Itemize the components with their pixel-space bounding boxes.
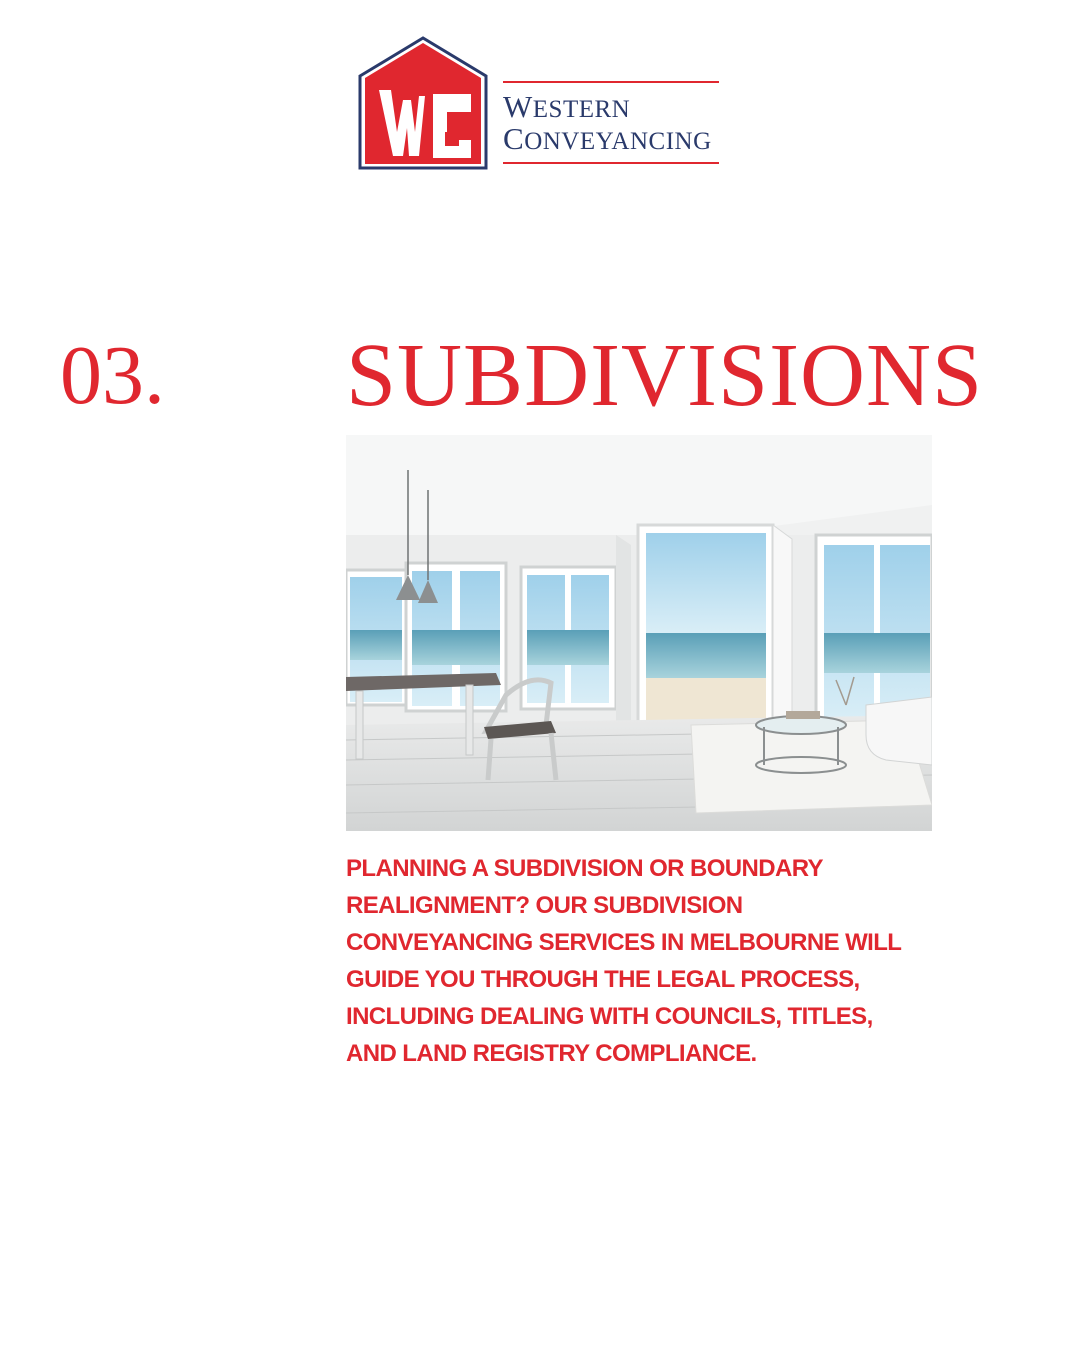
company-logo: [355, 36, 725, 172]
section-number: 03.: [60, 329, 165, 422]
section-title: SUBDIVISIONS: [346, 326, 984, 425]
section-description: PLANNING A SUBDIVISION OR BOUNDARY REALIGNMENT? OUR SUBDIVISION CONVEYANCING SERVICES IN MELBOURNE WILL GUIDE YOU THROUGH THE LEGAL PROCESS, INCLUDING DEALING WITH COUNCILS, TITLES, AND LAND REGISTRY COMPLIANCE.: [346, 855, 901, 1067]
house-monogram-icon: [355, 36, 495, 172]
brand-top-rule: [503, 81, 719, 83]
interior-photo: [346, 435, 932, 831]
brand-name-line2: CONVEYANCING: [503, 121, 712, 156]
brand-name-line1: WESTERN: [503, 89, 631, 124]
brand-bottom-rule: [503, 162, 719, 164]
